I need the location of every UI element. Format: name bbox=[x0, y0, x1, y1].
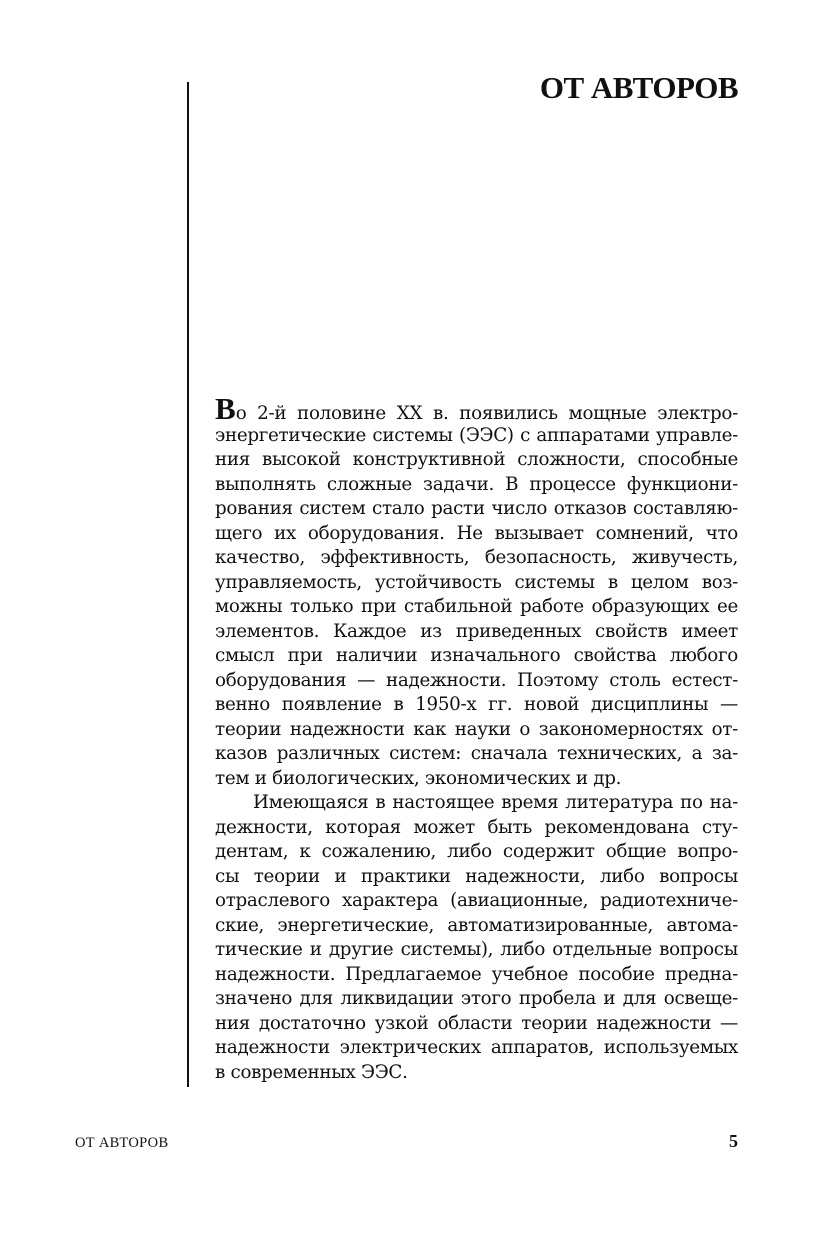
text-line bbox=[215, 742, 738, 767]
text-line bbox=[215, 791, 738, 816]
text-line-content: элементов. Каждое из приведенных свойств имеет bbox=[215, 620, 738, 642]
text-line bbox=[215, 938, 738, 963]
text-line bbox=[215, 1036, 738, 1061]
text-line-content: тем и биологических, экономических и др. bbox=[215, 767, 622, 789]
paragraph-2 bbox=[215, 791, 738, 1085]
margin-rule bbox=[187, 82, 189, 1087]
text-line-content: отраслевого характера (авиационные, радиотехниче- bbox=[215, 890, 738, 911]
text-line-content: значено для ликвидации этого пробела и для освеще- bbox=[215, 988, 738, 1009]
text-line-content: рования систем стало расти число отказов составляю- bbox=[215, 498, 738, 519]
text-line bbox=[215, 391, 738, 426]
text-line bbox=[215, 865, 738, 890]
text-line bbox=[215, 546, 738, 571]
text-line bbox=[215, 914, 738, 939]
text-line-content: в современных ЭЭС. bbox=[215, 1061, 408, 1083]
text-line-content: ния высокой конструктивной сложности, способные bbox=[215, 449, 738, 470]
text-line-content: дежности, которая может быть рекомендована сту- bbox=[215, 816, 738, 838]
text-line bbox=[215, 840, 738, 865]
text-line bbox=[215, 448, 738, 473]
text-line-content: энергетические системы (ЭЭС) с аппаратами управле- bbox=[215, 424, 738, 446]
paragraph-1 bbox=[215, 391, 738, 791]
text-line-content: дентам, к сожалению, либо содержит общие вопро- bbox=[215, 841, 738, 862]
text-line-content: качество, эффективность, безопасность, живучесть, bbox=[215, 547, 738, 568]
text-line bbox=[215, 669, 738, 694]
text-line bbox=[215, 424, 738, 449]
text-line bbox=[215, 1061, 738, 1086]
text-line bbox=[215, 497, 738, 522]
page-number: 5 bbox=[729, 1131, 738, 1151]
text-line bbox=[215, 522, 738, 547]
drop-cap: В bbox=[215, 391, 236, 426]
text-line-content: ния достаточно узкой области теории надежности — bbox=[215, 1012, 738, 1034]
text-line bbox=[215, 963, 738, 988]
text-line-content: надежности электрических аппаратов, используемых bbox=[215, 1037, 738, 1058]
text-line bbox=[215, 718, 738, 743]
text-line-content: надежности. Предлагаемое учебное пособие предна- bbox=[215, 963, 738, 985]
text-line bbox=[215, 767, 738, 792]
text-line-content: щего их оборудования. Не вызывает сомнений, что bbox=[215, 522, 738, 544]
text-line bbox=[215, 473, 738, 498]
text-line bbox=[215, 987, 738, 1012]
text-line bbox=[215, 620, 738, 645]
text-line-content: венно появление в 1950-х гг. новой дисциплины — bbox=[215, 694, 738, 715]
text-line bbox=[215, 571, 738, 596]
text-line-content: сы теории и практики надежности, либо вопросы bbox=[215, 865, 738, 887]
text-line-content: ские, энергетические, автоматизированные, автома- bbox=[215, 914, 738, 936]
text-line bbox=[215, 1012, 738, 1037]
text-line bbox=[215, 644, 738, 669]
text-line-content: оборудования — надежности. Поэтому столь естест- bbox=[215, 669, 738, 691]
text-line bbox=[215, 816, 738, 841]
chapter-title: ОТ АВТОРОВ bbox=[539, 70, 738, 105]
text-line-content: тические и другие системы), либо отдельные вопросы bbox=[215, 939, 738, 960]
text-line-content: теории надежности как науки о закономерностях от- bbox=[215, 718, 738, 740]
text-line-content: смысл при наличии изначального свойства любого bbox=[215, 645, 738, 666]
text-line bbox=[215, 693, 738, 718]
text-line bbox=[215, 889, 738, 914]
text-line-content: можны только при стабильной работе образующих ее bbox=[215, 596, 738, 617]
body-text bbox=[215, 391, 738, 1085]
text-line-content: управляемость, устойчивость системы в целом воз- bbox=[215, 571, 738, 593]
text-line-content: казов различных систем: сначала технических, а за- bbox=[215, 743, 738, 764]
text-line-content: Имеющаяся в настоящее время литература по на- bbox=[253, 792, 738, 813]
running-head: ОТ АВТОРОВ bbox=[75, 1135, 169, 1151]
text-line-content: выполнять сложные задачи. В процессе функциони- bbox=[215, 473, 738, 495]
text-line-content: о 2-й половине XX в. появились мощные электро- bbox=[235, 403, 738, 424]
text-line bbox=[215, 595, 738, 620]
